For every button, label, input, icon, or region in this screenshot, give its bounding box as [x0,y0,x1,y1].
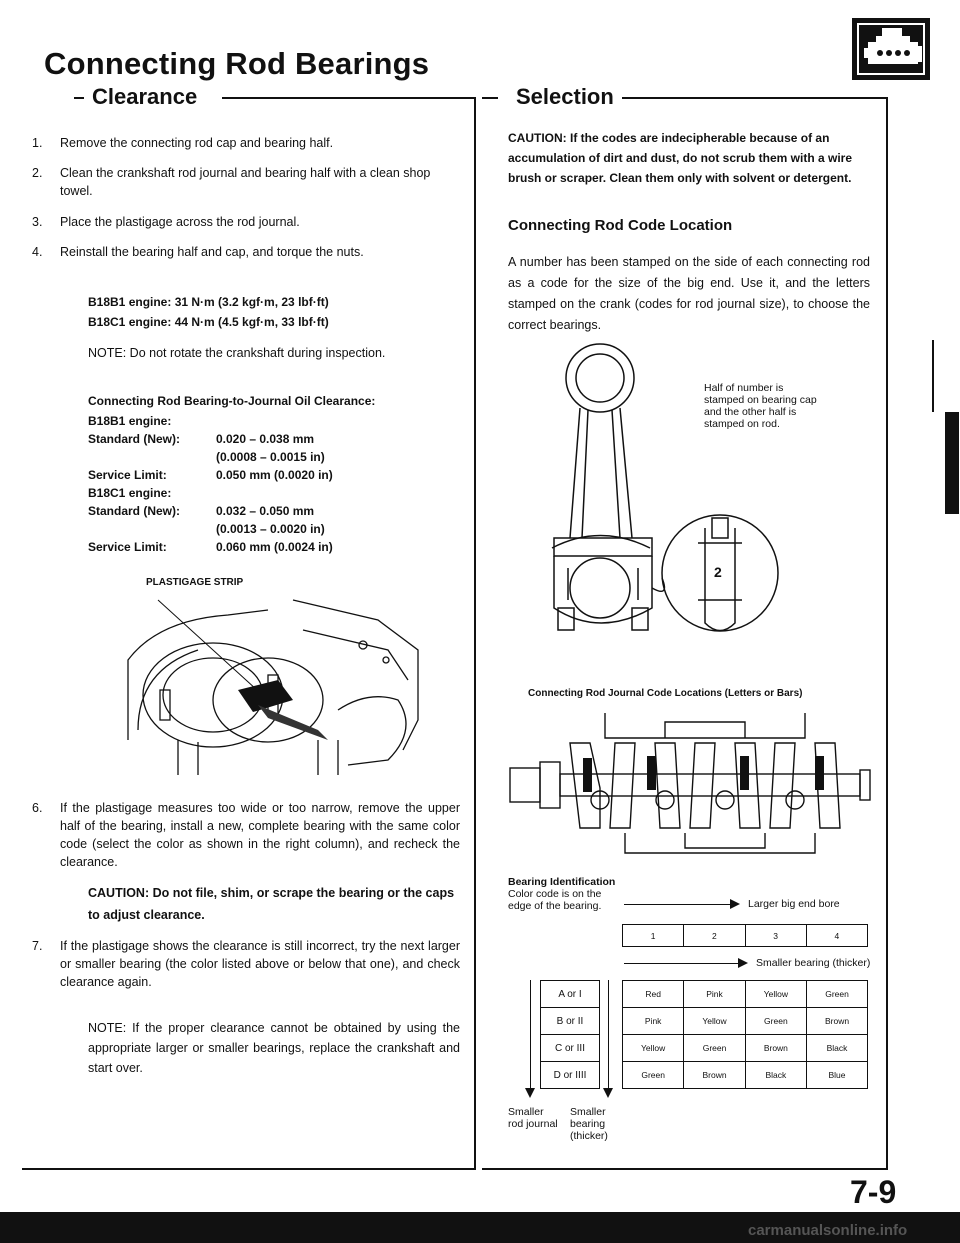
stamp-mark: 2 [714,564,722,580]
col-header: 1 [623,925,684,947]
torque-b18b1: B18B1 engine: 31 N·m (3.2 kgf·m, 23 lbf·ft) [88,295,329,309]
col-header: 3 [745,925,806,947]
color-cell: Brown [684,1062,745,1089]
row-label: C or III [541,1035,600,1062]
color-cell: Brown [807,1008,868,1035]
clearance-step-6: 6. If the plastigage measures too wide or too narrow, remove the upper half of the bearing, install a new, complete bearing with the same color code (select the color as shown in the right column), and recheck the clearance. [32,801,460,869]
smaller-rod-journal-label: Smaller rod journal [508,1106,558,1130]
color-cell: Black [807,1035,868,1062]
row-label: D or IIII [541,1062,600,1089]
row-label: A or I [541,981,600,1008]
color-cell: Green [623,1062,684,1089]
color-cell: Red [623,981,684,1008]
color-cell: Yellow [745,981,806,1008]
color-cell: Yellow [623,1035,684,1062]
clearance-step-7: 7. If the plastigage shows the clearance is still incorrect, try the next larger or smaller bearing (the color listed above or below that one), and check clearance again. [32,939,460,989]
clearance-step-2: 2. Clean the crankshaft rod journal and bearing half with a clean shop towel. [32,166,431,198]
arrow-down-icon [525,1088,535,1098]
margin-bar [945,412,959,514]
b18b1-engine-label: B18B1 engine: [88,414,172,428]
row-label: B or II [541,1008,600,1035]
color-cell: Yellow [684,1008,745,1035]
selection-caution: CAUTION: If the codes are indecipherable because of an accumulation of dirt and dust, do not scrub them with a wire brush or scraper. Clean them only with solvent or detergent. [508,131,853,185]
bearing-color-table [622,980,868,1089]
bearing-id-title: Bearing Identification [508,876,616,888]
watermark: carmanualsonline.info [748,1222,908,1239]
journal-code-caption: Connecting Rod Journal Code Locations (Letters or Bars) [528,688,803,699]
col-header: 2 [684,925,745,947]
bearing-column-header [622,924,868,947]
color-cell: Green [807,981,868,1008]
half-number-note: Half of number is stamped on bearing cap and the other half is stamped on rod. [704,382,817,430]
selection-heading: Selection [508,84,622,110]
color-cell: Green [684,1035,745,1062]
plastigage-strip-label: PLASTIGAGE STRIP [146,577,244,588]
oil-clearance-specs: B18B1 engine: Standard (New): 0.020 – 0.038 mm (0.0008 – 0.0015 in) Service Limit: 0.050 mm (0.0020 in) B18C1 engine: Standard (New): 0.032 – 0.050 mm (0.0013 – 0.0020 in) Service Limit: 0.060 mm (0.0024 in) [88,414,333,554]
table-row [623,1008,868,1035]
code-location-text: A number has been stamped on the side of each connecting rod as a code for the size of the big end. Use it, and the letters stamped on the crank (codes for rod journal size), to choose the correct bearings. [508,255,870,332]
caution-do-not-file: CAUTION: Do not file, shim, or scrape the bearing or the caps to adjust clearance. [88,886,455,922]
margin-bar [932,340,934,412]
larger-bore-label: Larger big end bore [748,898,840,910]
col-header: 4 [806,925,867,947]
clearance-step-1: 1. Remove the connecting rod cap and bearing half. [32,136,334,150]
b18c1-engine-label: B18C1 engine: [88,486,172,500]
color-cell: Pink [684,981,745,1008]
bearing-id-text: Color code is on the edge of the bearing. [508,888,602,912]
color-cell: Blue [807,1062,868,1089]
oil-clearance-title: Connecting Rod Bearing-to-Journal Oil Clearance: [88,394,376,408]
color-cell: Pink [623,1008,684,1035]
crankshaft-illustration [505,708,875,860]
table-row [623,1062,868,1089]
row-label-table [540,980,600,1089]
page-title: Connecting Rod Bearings [44,46,430,81]
arrow-down-icon [603,1088,613,1098]
arrow-right-icon [730,899,740,909]
plastigage-illustration [118,590,448,780]
torque-b18c1: B18C1 engine: 44 N·m (4.5 kgf·m, 33 lbf·ft) [88,315,329,329]
color-cell: Black [745,1062,806,1089]
color-cell: Green [745,1008,806,1035]
smaller-bearing-label: Smaller bearing (thicker) [756,957,871,969]
note-do-not-rotate: NOTE: Do not rotate the crankshaft during inspection. [88,346,386,360]
page-number: 7-9 [850,1174,897,1210]
note-replace-crankshaft: NOTE: If the proper clearance cannot be obtained by using the appropriate larger or smaller bearings, replace the crankshaft and start over. [88,1021,460,1075]
code-location-title: Connecting Rod Code Location [508,217,733,234]
arrow-right-icon [738,958,748,968]
color-cell: Brown [745,1035,806,1062]
clearance-heading: Clearance [84,84,205,110]
smaller-bearing-thicker-label: Smaller bearing (thicker) [570,1106,608,1142]
engine-section-icon [852,18,930,80]
table-row [623,1035,868,1062]
clearance-step-3: 3. Place the plastigage across the rod journal. [32,215,300,229]
clearance-step-4: 4. Reinstall the bearing half and cap, and torque the nuts. [32,245,364,259]
table-row [623,981,868,1008]
